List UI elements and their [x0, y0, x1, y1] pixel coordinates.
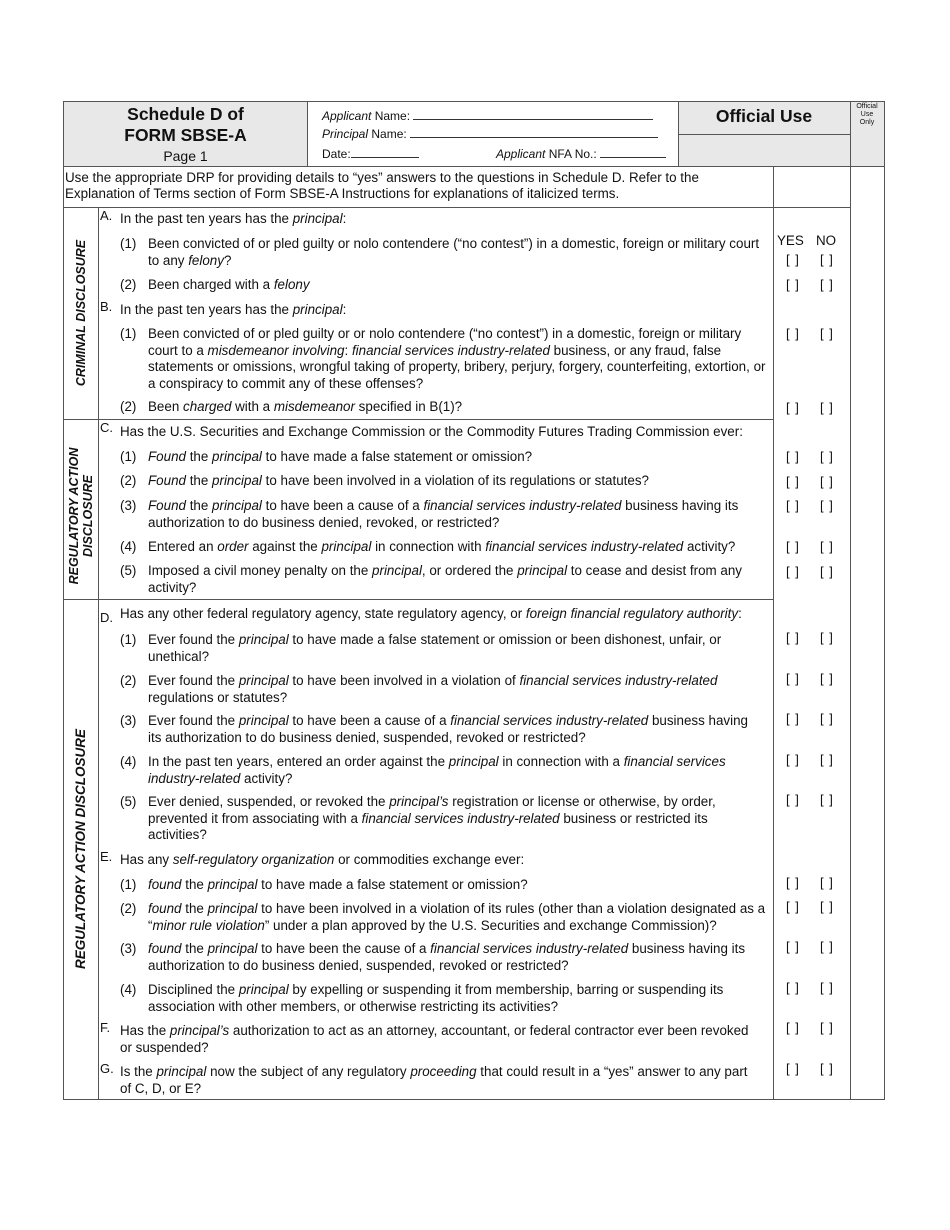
checkbox-b2-yes[interactable]: [ ]: [786, 400, 800, 415]
section-regulatory-action-1: REGULATORY ACTION DISCLOSURE: [67, 447, 95, 585]
num-d3: (3): [120, 713, 137, 728]
letter-d: D.: [100, 610, 113, 625]
checkbox-e2-no[interactable]: [ ]: [820, 899, 834, 914]
checkbox-b1-yes[interactable]: [ ]: [786, 326, 800, 341]
checkbox-e1-no[interactable]: [ ]: [820, 875, 834, 890]
checkbox-c3-no[interactable]: [ ]: [820, 498, 834, 513]
checkbox-d1-no[interactable]: [ ]: [820, 630, 834, 645]
checkbox-e2-yes[interactable]: [ ]: [786, 899, 800, 914]
section-regulatory-action-2: REGULATORY ACTION DISCLOSURE: [73, 728, 88, 970]
question-g: Is the principal now the subject of any regulatory proceeding that could result in a “yes” answer to any part of C, D, or E?: [120, 1064, 748, 1096]
num-d4: (4): [120, 754, 137, 769]
question-d: Has any other federal regulatory agency, state regulatory agency, or foreign financial regulatory authority:: [120, 606, 742, 621]
question-c3: Found the principal to have been a cause of a financial services industry-related business having its authorization to do business denied, revoked, or restricted?: [148, 498, 739, 530]
question-f: Has the principal’s authorization to act as an attorney, accountant, or federal contractor ever been revoked or suspended?: [120, 1023, 749, 1055]
official-use-only-label: Official Use Only: [856, 103, 878, 126]
question-c: Has the U.S. Securities and Exchange Commission or the Commodity Futures Trading Commission ever:: [120, 424, 743, 439]
form-title-line1: Schedule D of: [127, 104, 244, 124]
question-e1: found the principal to have made a false statement or omission?: [148, 877, 528, 892]
checkbox-a1-no[interactable]: [ ]: [820, 252, 834, 267]
checkbox-e1-yes[interactable]: [ ]: [786, 875, 800, 890]
num-d5: (5): [120, 794, 137, 809]
page-number: Page 1: [163, 148, 208, 164]
question-d3: Ever found the principal to have been a cause of a financial services industry-related business having its authorization to do business denied, suspended, revoked or restricted?: [148, 713, 748, 745]
question-e2: found the principal to have been involved in a violation of its rules (other than a violation designated as a “minor rule violation” under a plan approved by the U.S. Securities and exchange Commission)?: [148, 901, 766, 933]
checkbox-d4-no[interactable]: [ ]: [820, 752, 834, 767]
date-field[interactable]: Date:: [322, 146, 419, 161]
intro-text: Use the appropriate DRP for providing details to “yes” answers to the questions in Schedule D. Refer to the Explanation of Terms section of Form SBSE-A Instructions for explanations of italicized terms.: [65, 170, 699, 201]
checkbox-e4-yes[interactable]: [ ]: [786, 980, 800, 995]
num-b2: (2): [120, 399, 137, 414]
checkbox-d3-no[interactable]: [ ]: [820, 711, 834, 726]
question-b1: Been convicted of or pled guilty or or nolo contendere (“no contest”) in a domestic, foreign or military court to a misdemeanor involving: financial services industry-related business, or any fraud, false statements or omissions, wrongful taking of property, bribery, perjury, forgery, counterfeiting, extortion, or a conspiracy to commit any of these offenses?: [148, 326, 766, 391]
num-e1: (1): [120, 877, 137, 892]
checkbox-a2-no[interactable]: [ ]: [820, 277, 834, 292]
checkbox-c1-no[interactable]: [ ]: [820, 449, 834, 464]
question-c2: Found the principal to have been involved in a violation of its regulations or statutes?: [148, 473, 649, 488]
num-a2: (2): [120, 277, 137, 292]
applicant-name-field[interactable]: Applicant Name:: [322, 108, 653, 123]
num-d2: (2): [120, 673, 137, 688]
num-e4: (4): [120, 982, 137, 997]
question-b2: Been charged with a misdemeanor specified in B(1)?: [148, 399, 463, 414]
checkbox-d3-yes[interactable]: [ ]: [786, 711, 800, 726]
letter-b: B.: [100, 299, 113, 314]
checkbox-e4-no[interactable]: [ ]: [820, 980, 834, 995]
checkbox-d4-yes[interactable]: [ ]: [786, 752, 800, 767]
checkbox-e3-no[interactable]: [ ]: [820, 939, 834, 954]
num-c5: (5): [120, 563, 137, 578]
question-c4: Entered an order against the principal in connection with financial services industry-related activity?: [148, 539, 736, 554]
letter-e: E.: [100, 849, 113, 864]
checkbox-b1-no[interactable]: [ ]: [820, 326, 834, 341]
checkbox-a1-yes[interactable]: [ ]: [786, 252, 800, 267]
question-a2: Been charged with a felony: [148, 277, 310, 292]
num-d1: (1): [120, 632, 137, 647]
checkbox-g-no[interactable]: [ ]: [820, 1061, 834, 1076]
question-d1: Ever found the principal to have made a false statement or omission or been dishonest, unfair, or unethical?: [148, 632, 722, 664]
checkbox-c5-no[interactable]: [ ]: [820, 564, 834, 579]
question-d2: Ever found the principal to have been involved in a violation of financial services industry-related regulations or statutes?: [148, 673, 718, 705]
num-b1: (1): [120, 326, 137, 341]
question-b: In the past ten years has the principal:: [120, 302, 347, 317]
schedule-d-form: [63, 101, 885, 1100]
principal-name-field[interactable]: Principal Name:: [322, 126, 658, 141]
num-c4: (4): [120, 539, 137, 554]
checkbox-d5-no[interactable]: [ ]: [820, 792, 834, 807]
yes-header: YES: [777, 233, 804, 248]
question-d4: In the past ten years, entered an order against the principal in connection with a financial services industry-related activity?: [148, 754, 726, 786]
checkbox-c2-no[interactable]: [ ]: [820, 474, 834, 489]
form-title-line2: FORM SBSE-A: [124, 125, 247, 145]
section-criminal-disclosure: CRIMINAL DISCLOSURE: [74, 239, 88, 387]
num-c2: (2): [120, 473, 137, 488]
checkbox-c4-yes[interactable]: [ ]: [786, 539, 800, 554]
question-c1: Found the principal to have made a false statement or omission?: [148, 449, 533, 464]
checkbox-c5-yes[interactable]: [ ]: [786, 564, 800, 579]
letter-a: A.: [100, 208, 113, 223]
letter-g: G.: [100, 1061, 114, 1076]
checkbox-d2-yes[interactable]: [ ]: [786, 671, 800, 686]
checkbox-c1-yes[interactable]: [ ]: [786, 449, 800, 464]
question-a: In the past ten years has the principal:: [120, 211, 347, 226]
num-e3: (3): [120, 941, 137, 956]
question-e4: Disciplined the principal by expelling or suspending it from membership, barring or suspending its association with other members, or otherwise restricting its activities?: [148, 982, 724, 1014]
official-use-heading: Official Use: [715, 106, 813, 126]
question-d5: Ever denied, suspended, or revoked the principal’s registration or license or otherwise, by order, prevented it from associating with a financial services industry-related business or restricted its activities?: [148, 794, 716, 842]
num-a1: (1): [120, 236, 137, 251]
checkbox-a2-yes[interactable]: [ ]: [786, 277, 800, 292]
letter-f: F.: [100, 1020, 111, 1035]
checkbox-b2-no[interactable]: [ ]: [820, 400, 834, 415]
num-c1: (1): [120, 449, 137, 464]
checkbox-d5-yes[interactable]: [ ]: [786, 792, 800, 807]
checkbox-f-yes[interactable]: [ ]: [786, 1020, 800, 1035]
checkbox-c3-yes[interactable]: [ ]: [786, 498, 800, 513]
no-header: NO: [816, 233, 837, 248]
letter-c: C.: [100, 420, 113, 435]
checkbox-e3-yes[interactable]: [ ]: [786, 939, 800, 954]
question-c5: Imposed a civil money penalty on the principal, or ordered the principal to cease and desist from any activity?: [148, 563, 742, 595]
num-e2: (2): [120, 901, 137, 916]
checkbox-f-no[interactable]: [ ]: [820, 1020, 834, 1035]
checkbox-c2-yes[interactable]: [ ]: [786, 474, 800, 489]
question-e3: found the principal to have been the cause of a financial services industry-related business having its authorization to do business denied, suspended, revoked or restricted?: [148, 941, 746, 973]
checkbox-c4-no[interactable]: [ ]: [820, 539, 834, 554]
num-c3: (3): [120, 498, 137, 513]
nfa-number-field[interactable]: Applicant NFA No.:: [496, 146, 666, 161]
question-a1: Been convicted of or pled guilty or nolo contendere (“no contest”) in a domestic, foreign or military court to any felony?: [148, 236, 760, 268]
checkbox-g-yes[interactable]: [ ]: [786, 1061, 800, 1076]
question-e: Has any self-regulatory organization or commodities exchange ever:: [120, 852, 525, 867]
checkbox-d1-yes[interactable]: [ ]: [786, 630, 800, 645]
checkbox-d2-no[interactable]: [ ]: [820, 671, 834, 686]
